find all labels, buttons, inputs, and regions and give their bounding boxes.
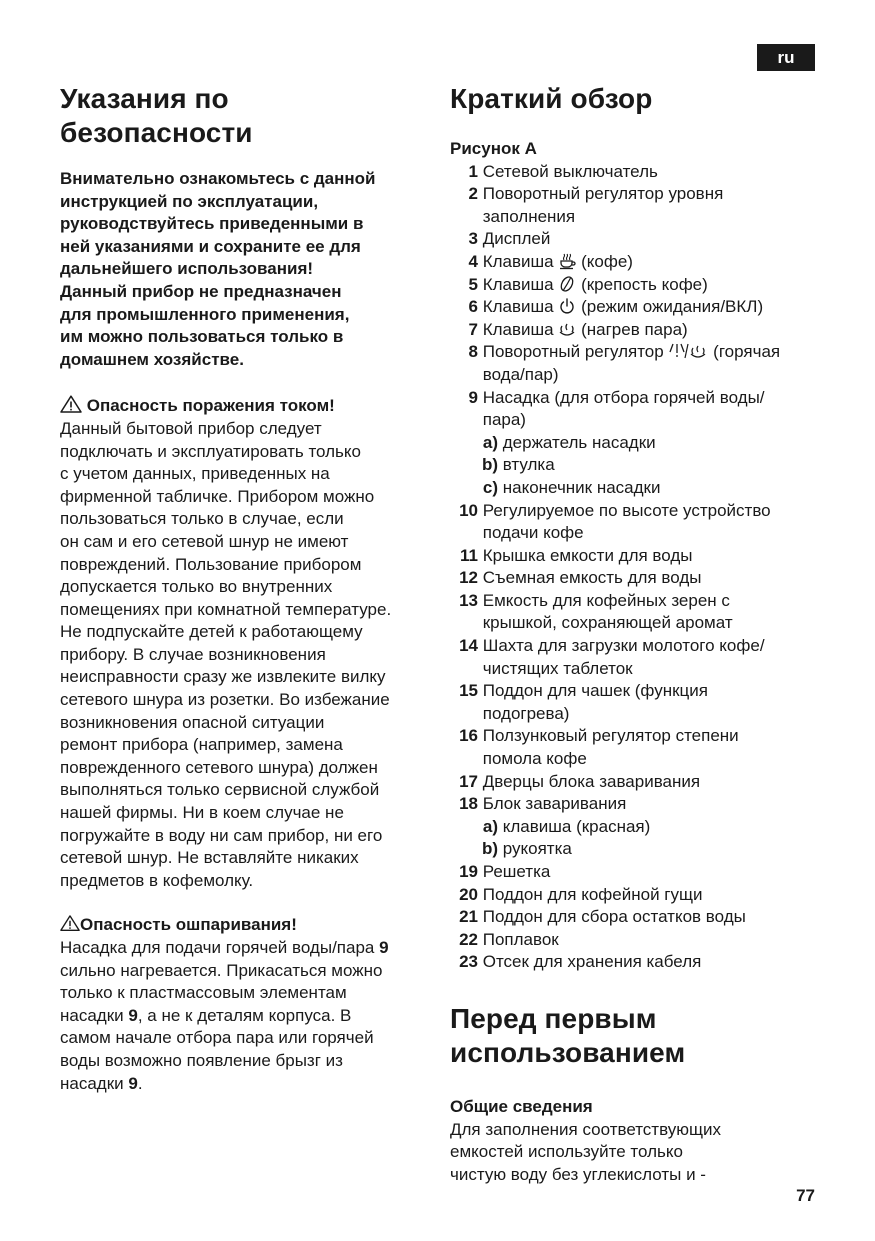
list-item: 2 Поворотный регулятор уровня заполнения (468, 184, 724, 226)
list-item: 14 Шахта для загрузки молотого кофе/ чистящих таблеток (459, 636, 765, 678)
list-item: 12 Съемная емкость для воды (459, 568, 702, 588)
list-item: 13 Емкость для кофейных зерен с крышкой, сохраняющей аромат (459, 590, 733, 633)
safety-column (60, 82, 432, 1095)
scald-warning-heading: Опасность ошпаривания! (60, 914, 432, 937)
hot-water-steam-icon (668, 342, 708, 360)
general-info-heading: Общие сведения (450, 1096, 593, 1116)
list-item: 15 Поддон для чашек (функция подогрева) (459, 681, 708, 723)
scald-warning-text: Насадка для подачи горячей воды/пара 9 сильно нагревается. Прикасаться можно только к пластмассовым элементам насадки 9, а не к деталям корпуса. В самом начале отбора пара или горячей воды возможно появление брызг из насадки 9. (60, 938, 389, 1093)
shock-warning-heading: Опасность поражения током! (60, 395, 432, 418)
list-item: 1 Сетевой выключатель (468, 161, 658, 181)
safety-title: Указания по безопасности (60, 83, 253, 148)
parts-list (450, 161, 825, 974)
list-item: 7 Клавиша (нагрев пара) (468, 319, 688, 339)
list-item: 17 Дверцы блока заваривания (459, 771, 701, 791)
shock-warning-text: Данный бытовой прибор следует подключать и эксплуатировать только с учетом данных, приведенных на фирменной табличке. Прибором можно пользоваться только в случае, если он сам и его сетевой шнур не имеют повреждений. Пользование прибором допускается только во внутренних помещениях при комнатной температуре. Не подпускайте детей к работающему прибору. В случае возникновения неисправности сразу же извлеките вилку сетевого шнура из розетки. Во избежание возникновения опасной ситуации ремонт прибора (например, замена поврежденного сетевого шнура) должен выполняться только сервисной службой нашей фирмы. Ни в коем случае не погружайте в воду ни сам прибор, ни его сетевой шнур. Не вставляйте никаких предметов в кофемолку. (60, 418, 392, 890)
list-item: a) держатель насадки (482, 432, 656, 452)
list-item: 9 Насадка (для отбора горячей воды/ пара) (468, 387, 765, 430)
list-item: 16 Ползунковый регулятор степени помола кофе (459, 726, 739, 769)
list-item: 11 Крышка емкости для воды (460, 545, 693, 565)
before-use-title: Перед первым использованием (450, 1002, 686, 1068)
list-item: 8 Поворотный регулятор (горячая вода/пар) (468, 342, 781, 384)
list-item: c) наконечник насадки (482, 477, 661, 497)
coffee-bean-icon (558, 275, 576, 293)
list-item: 5 Клавиша (крепость кофе) (468, 274, 708, 294)
list-item: 3 Дисплей (468, 229, 551, 249)
warning-triangle-icon (60, 914, 80, 932)
list-item: 18 Блок заваривания (459, 794, 627, 814)
list-item: 21 Поддон для сбора остатков воды (459, 907, 746, 927)
list-item: 19 Решетка (459, 862, 551, 881)
list-item: 4 Клавиша (кофе) (468, 251, 633, 271)
page-number: 77 (796, 1186, 815, 1205)
coffee-cup-icon (558, 252, 576, 270)
power-icon (558, 297, 576, 315)
steam-icon (558, 320, 576, 338)
list-item: a) клавиша (красная) (482, 816, 651, 836)
safety-lead: Внимательно ознакомьтесь с данной инструкцией по эксплуатации, руководствуйтесь приведенными в ней указаниями и сохраните ее для дальнейшего использования! Данный прибор не предназначен для промышленного применения, им можно пользоваться только в домашнем хозяйстве. (60, 169, 376, 369)
list-item: 22 Поплавок (459, 929, 559, 949)
overview-title: Краткий обзор (450, 83, 653, 114)
list-item: 20 Поддон для кофейной гущи (459, 884, 703, 904)
warning-triangle-icon (60, 395, 82, 413)
list-item: 23 Отсек для хранения кабеля (459, 952, 702, 972)
language-badge: ru (757, 44, 815, 71)
list-item: b) рукоятка (481, 839, 572, 859)
figure-label: Рисунок A (450, 139, 537, 158)
list-item: 6 Клавиша (режим ожидания/ВКЛ) (468, 297, 764, 317)
overview-column (450, 82, 825, 1186)
list-item: 10 Регулируемое по высоте устройство подачи кофе (459, 500, 771, 543)
general-info-text: Для заполнения соответствующих емкостей используйте только чистую воду без углекислоты и - (450, 1119, 721, 1184)
list-item: b) втулка (481, 455, 555, 475)
